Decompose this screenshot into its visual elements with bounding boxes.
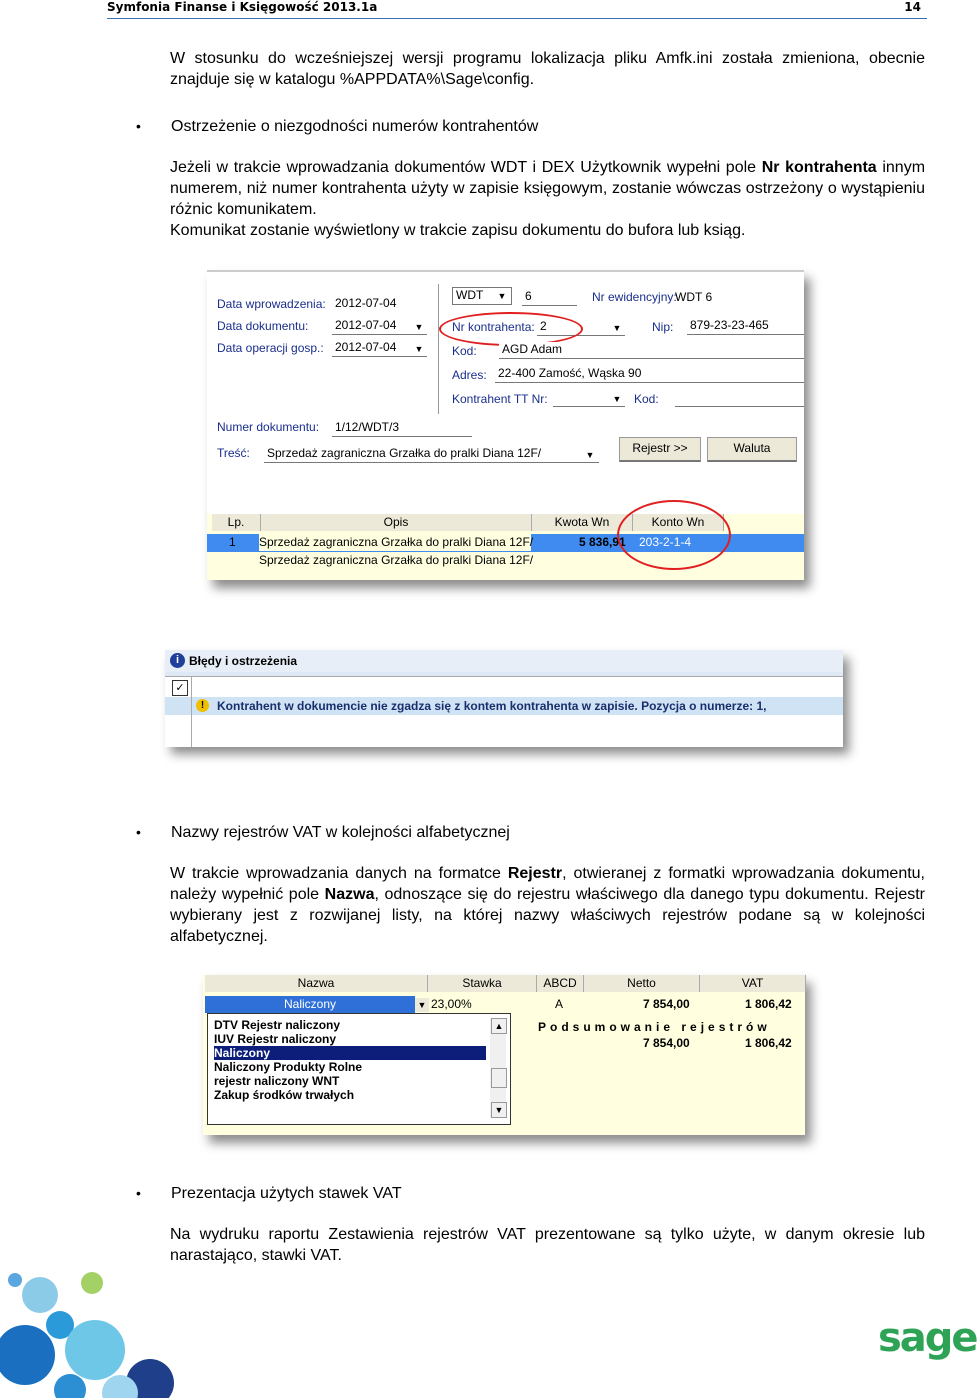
kod-field[interactable]: AGD Adam — [499, 342, 804, 359]
adres-field[interactable]: 22-400 Zamość, Wąska 90 — [495, 366, 804, 383]
sage-logo: sage — [878, 1315, 977, 1361]
numer-dokumentu-field[interactable]: 1/12/WDT/3 — [332, 420, 472, 437]
list-item[interactable]: Naliczony — [214, 1046, 486, 1060]
column-header-vat[interactable]: VAT — [700, 975, 806, 992]
table-row[interactable]: Sprzedaż zagraniczna Grzałka do pralki Diana 12F/ — [259, 553, 534, 567]
vat-register-screenshot — [203, 975, 805, 1135]
window-title: Błędy i ostrzeżenia — [189, 654, 298, 668]
chevron-down-icon[interactable]: ▼ — [414, 322, 424, 332]
chevron-down-icon[interactable]: ▼ — [414, 344, 424, 354]
section2-title: Nazwy rejestrów VAT w kolejności alfabetycznej — [171, 824, 510, 841]
bullet: • — [136, 118, 141, 134]
numer-dokumentu-label: Numer dokumentu: — [217, 420, 320, 434]
document-type-select[interactable]: WDT — [452, 287, 512, 305]
data-dokumentu-label: Data dokumentu: — [217, 319, 309, 333]
column-header-netto[interactable]: Netto — [584, 975, 700, 992]
section1-title: Ostrzeżenie o niezgodności numerów kontrahentów — [171, 118, 539, 135]
bullet: • — [136, 1185, 141, 1201]
waluta-button[interactable]: Waluta — [707, 437, 797, 462]
nr-kontrahenta-term: Nr kontrahenta — [761, 159, 877, 176]
chevron-down-icon[interactable]: ▼ — [612, 394, 622, 404]
data-wprowadzenia-value: 2012-07-04 — [332, 296, 427, 313]
scroll-thumb[interactable] — [491, 1068, 507, 1088]
summary-label: Podsumowanie rejestrów — [538, 1020, 771, 1034]
section3-paragraph: Na wydruku raportu Zestawienia rejestrów VAT prezentowane są tylko użyte, w danym okresie lub narastająco, stawki VAT. — [170, 1226, 925, 1264]
bullet: • — [136, 824, 141, 840]
errors-list — [165, 676, 843, 747]
column-header-stawka[interactable]: Stawka — [428, 975, 537, 992]
nr-ewidencyjny-label: Nr ewidencyjny: — [592, 290, 677, 304]
kod2-label: Kod: — [634, 392, 659, 406]
column-header-opis[interactable]: Opis — [261, 514, 532, 531]
document-type-number[interactable]: 6 — [522, 289, 577, 306]
chevron-down-icon[interactable]: ▼ — [415, 998, 429, 1012]
table-row[interactable]: 1 Sprzedaż zagraniczna Grzałka do pralki Diana 12F/ 5 836,91 203-2-1-4 — [207, 534, 804, 552]
document-form-screenshot — [207, 270, 804, 580]
data-dokumentu-field[interactable]: 2012-07-04 — [332, 318, 427, 335]
table-row[interactable]: Naliczony ▼ 23,00% A 7 854,00 1 806,42 — [205, 996, 805, 1014]
column-header-nazwa[interactable]: Nazwa — [205, 975, 428, 992]
column-header-konto-wn[interactable]: Konto Wn — [633, 514, 724, 531]
error-message: Kontrahent w dokumencie nie zgadza się z kontem kontrahenta w zapisie. Pozycja o numerze: 1, — [217, 699, 767, 713]
chevron-down-icon[interactable]: ▼ — [497, 291, 507, 301]
highlight-circle — [617, 500, 731, 570]
warning-icon: ! — [196, 699, 209, 712]
column-header-abcd[interactable]: ABCD — [537, 975, 584, 992]
summary-vat: 1 806,42 — [745, 1036, 792, 1050]
rejestr-button[interactable]: Rejestr >> — [619, 437, 701, 462]
section2-paragraph: W trakcie wprowadzania danych na formatce Rejestr, otwieranej z formatki wprowadzania dokumentu, należy wypełnić pole Nazwa, odnoszące się do rejestru właściwego dla danego typu dokumentu. Rejestr wybierany jest z rozwijanej listy, na której nazwy właściwych rejestrów podane są w kolejności alfabetycznej. — [170, 865, 926, 945]
kod-label: Kod: — [452, 344, 477, 358]
page-header — [107, 0, 927, 19]
window-titlebar — [165, 650, 843, 672]
list-item[interactable]: Zakup środków trwałych — [214, 1088, 355, 1102]
data-wprowadzenia-label: Data wprowadzenia: — [217, 297, 326, 311]
summary-netto: 7 854,00 — [643, 1036, 690, 1050]
page-number: 14 — [904, 0, 921, 14]
section3-title: Prezentacja użytych stawek VAT — [171, 1185, 402, 1202]
scroll-down-icon[interactable]: ▼ — [491, 1102, 507, 1118]
chevron-down-icon[interactable]: ▼ — [585, 450, 595, 460]
list-item[interactable]: Naliczony Produkty Rolne — [214, 1060, 363, 1074]
list-item[interactable]: DTV Rejestr naliczony — [214, 1018, 341, 1032]
info-icon: i — [170, 653, 185, 668]
adres-label: Adres: — [452, 368, 487, 382]
tresc-label: Treść: — [217, 446, 250, 460]
tresc-field[interactable]: Sprzedaż zagraniczna Grzałka do pralki Diana 12F/ — [264, 446, 599, 463]
nr-ewidencyjny-value: WDT 6 — [675, 290, 713, 304]
section1-paragraph-2: Komunikat zostanie wyświetlony w trakcie zapisu dokumentu do bufora lub ksiąg. — [170, 222, 746, 239]
row-header-column — [165, 677, 192, 747]
register-dropdown-list[interactable] — [207, 1013, 511, 1125]
data-operacji-label: Data operacji gosp.: — [217, 341, 324, 355]
column-header-kwota-wn[interactable]: Kwota Wn — [532, 514, 633, 531]
chevron-down-icon[interactable]: ▼ — [612, 323, 622, 333]
intro-paragraph: W stosunku do wcześniejszej wersji programu lokalizacja pliku Amfk.ini została zmieniona, obecnie znajduje się w katalogu %APPDATA%\Sage\config. — [170, 50, 925, 88]
list-item[interactable] — [165, 697, 843, 715]
data-operacji-field[interactable]: 2012-07-04 — [332, 340, 427, 357]
kontrahent-tt-label: Kontrahent TT Nr: — [452, 392, 548, 406]
column-header-lp[interactable]: Lp. — [212, 514, 261, 531]
errors-window — [165, 650, 843, 746]
scroll-up-icon[interactable]: ▲ — [491, 1018, 507, 1034]
nip-field[interactable]: 879-23-23-465 — [687, 318, 804, 335]
list-item[interactable]: IUV Rejestr naliczony — [214, 1032, 337, 1046]
checkbox[interactable]: ✓ — [172, 680, 188, 696]
section1-paragraph: Jeżeli w trakcie wprowadzania dokumentów WDT i DEX Użytkownik wypełni pole Nr kontrahenta innym numerem, niż numer kontrahenta użyty w zapisie księgowym, zostanie wówczas ostrzeżony o wystąpieniu różnic komunikatem. — [170, 159, 926, 218]
highlight-circle — [439, 312, 583, 346]
kod2-field[interactable] — [675, 390, 804, 407]
nip-label: Nip: — [652, 320, 674, 334]
nr-kontrahenta-field[interactable]: 2 — [537, 319, 625, 336]
header-title: Symfonia Finanse i Księgowość 2013.1a — [107, 0, 378, 14]
list-item[interactable]: rejestr naliczony WNT — [214, 1074, 340, 1088]
scrollbar[interactable] — [490, 1018, 506, 1118]
entries-grid — [207, 514, 804, 580]
nr-kontrahenta-label: Nr kontrahenta: — [452, 320, 535, 334]
decorative-circles — [0, 1265, 200, 1398]
